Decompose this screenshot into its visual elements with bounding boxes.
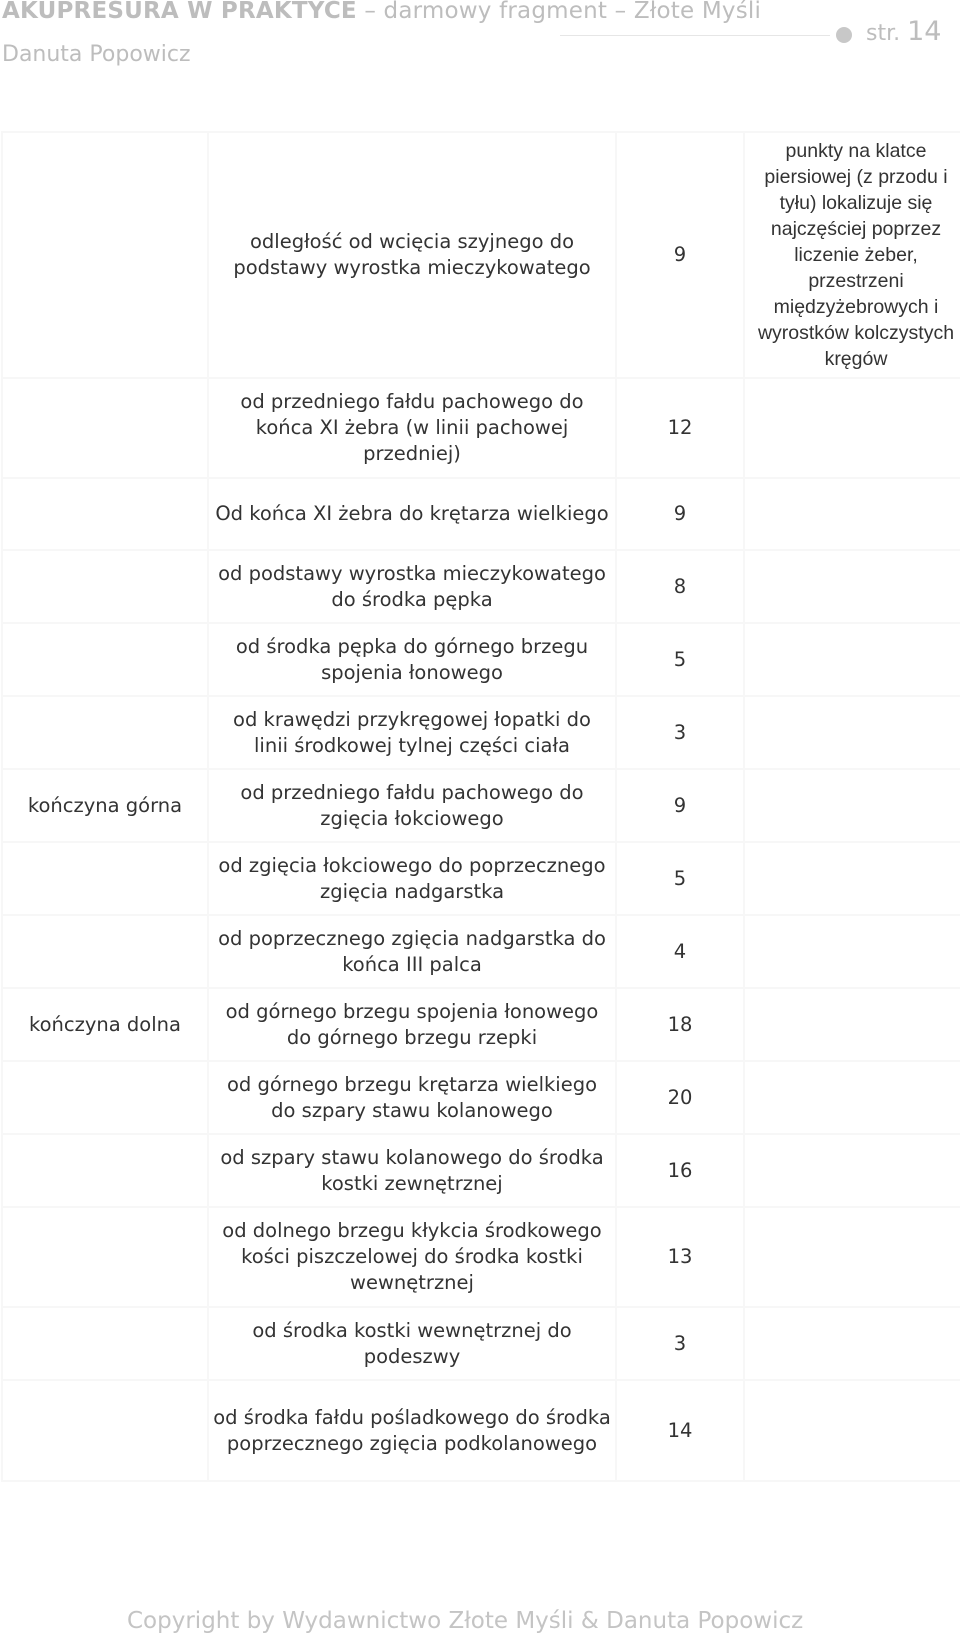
cell-note [745, 479, 960, 549]
table-row [3, 1308, 960, 1379]
cell-measure: od środka pępka do górnego brzegu spojenia łonowego [209, 624, 615, 695]
header-title-bold: AKUPRESURA W PRAKTYCE [2, 0, 357, 24]
table-row [3, 1381, 960, 1480]
cell-note [745, 1135, 960, 1206]
cell-units: 20 [617, 1062, 743, 1133]
table-row [3, 624, 960, 695]
table-row [3, 379, 960, 477]
cell-limb: kończyna górna [3, 770, 207, 841]
cell-measure: od poprzecznego zgięcia nadgarstka do końca III palca [209, 916, 615, 987]
measurements-table [1, 131, 960, 1482]
cell-measure: od przedniego fałdu pachowego do końca XI żebra (w linii pachowej przedniej) [209, 379, 615, 477]
cell-measure: Od końca XI żebra do krętarza wielkiego [209, 479, 615, 549]
table-row [3, 1208, 960, 1306]
cell-limb [3, 1135, 207, 1206]
cell-units: 9 [617, 479, 743, 549]
table-row [3, 551, 960, 622]
cell-note: punkty na klatce piersiowej (z przodu i tyłu) lokalizuje się najczęściej poprzez liczenie żeber, przestrzeni międzyżebrowych i wyrostków kolczystych kręgów [745, 133, 960, 377]
cell-units: 12 [617, 379, 743, 477]
cell-measure: od środka kostki wewnętrznej do podeszwy [209, 1308, 615, 1379]
header-title-rest: – darmowy fragment – Złote Myśli [356, 0, 762, 24]
cell-limb [3, 551, 207, 622]
cell-limb [3, 1208, 207, 1306]
cell-limb [3, 843, 207, 914]
cell-units: 4 [617, 916, 743, 987]
cell-limb [3, 624, 207, 695]
cell-units: 5 [617, 843, 743, 914]
cell-limb [3, 697, 207, 768]
table-row [3, 479, 960, 549]
cell-units: 9 [617, 770, 743, 841]
table-row [3, 697, 960, 768]
table-row [3, 770, 960, 841]
cell-limb [3, 1381, 207, 1480]
cell-units: 16 [617, 1135, 743, 1206]
cell-measure: od szpary stawu kolanowego do środka kostki zewnętrznej [209, 1135, 615, 1206]
cell-limb [3, 379, 207, 477]
cell-limb [3, 1308, 207, 1379]
cell-note [745, 916, 960, 987]
cell-measure: od górnego brzegu krętarza wielkiego do szpary stawu kolanowego [209, 1062, 615, 1133]
page-prefix: str. [866, 21, 908, 46]
cell-units: 5 [617, 624, 743, 695]
page-header [0, 0, 960, 80]
cell-units: 14 [617, 1381, 743, 1480]
cell-measure: od górnego brzegu spojenia łonowego do górnego brzegu rzepki [209, 989, 615, 1060]
cell-limb [3, 479, 207, 549]
cell-measure: od środka fałdu pośladkowego do środka poprzecznego zgięcia podkolanowego [209, 1381, 615, 1480]
cell-measure: od podstawy wyrostka mieczykowatego do środka pępka [209, 551, 615, 622]
cell-units: 18 [617, 989, 743, 1060]
header-author: Danuta Popowicz [2, 42, 191, 67]
table-row [3, 989, 960, 1060]
page-number [866, 16, 941, 47]
cell-measure: odległość od wcięcia szyjnego do podstawy wyrostka mieczykowatego [209, 133, 615, 377]
table-row [3, 916, 960, 987]
cell-measure: od krawędzi przykręgowej łopatki do linii środkowej tylnej części ciała [209, 697, 615, 768]
cell-limb: kończyna dolna [3, 989, 207, 1060]
header-divider [560, 35, 830, 36]
cell-units: 9 [617, 133, 743, 377]
cell-note [745, 697, 960, 768]
cell-limb [3, 133, 207, 377]
cell-note [745, 1062, 960, 1133]
cell-note [745, 551, 960, 622]
table-row [3, 1135, 960, 1206]
cell-note [745, 770, 960, 841]
header-title [2, 0, 761, 24]
table-row [3, 843, 960, 914]
cell-note [745, 843, 960, 914]
cell-measure: od dolnego brzegu kłykcia środkowego kości piszczelowej do środka kostki wewnętrznej [209, 1208, 615, 1306]
table-row [3, 133, 960, 377]
cell-units: 3 [617, 697, 743, 768]
footer-copyright: Copyright by Wydawnictwo Złote Myśli & Danuta Popowicz [127, 1608, 804, 1634]
page-number-value: 14 [907, 16, 942, 47]
cell-measure: od zgięcia łokciowego do poprzecznego zgięcia nadgarstka [209, 843, 615, 914]
cell-measure: od przedniego fałdu pachowego do zgięcia łokciowego [209, 770, 615, 841]
bullet-dot-icon [836, 27, 852, 43]
cell-note [745, 1208, 960, 1306]
table-row [3, 1062, 960, 1133]
cell-units: 8 [617, 551, 743, 622]
cell-note [745, 379, 960, 477]
cell-units: 3 [617, 1308, 743, 1379]
cell-limb [3, 1062, 207, 1133]
cell-note [745, 989, 960, 1060]
cell-units: 13 [617, 1208, 743, 1306]
cell-note [745, 624, 960, 695]
cell-limb [3, 916, 207, 987]
cell-note [745, 1308, 960, 1379]
cell-note [745, 1381, 960, 1480]
